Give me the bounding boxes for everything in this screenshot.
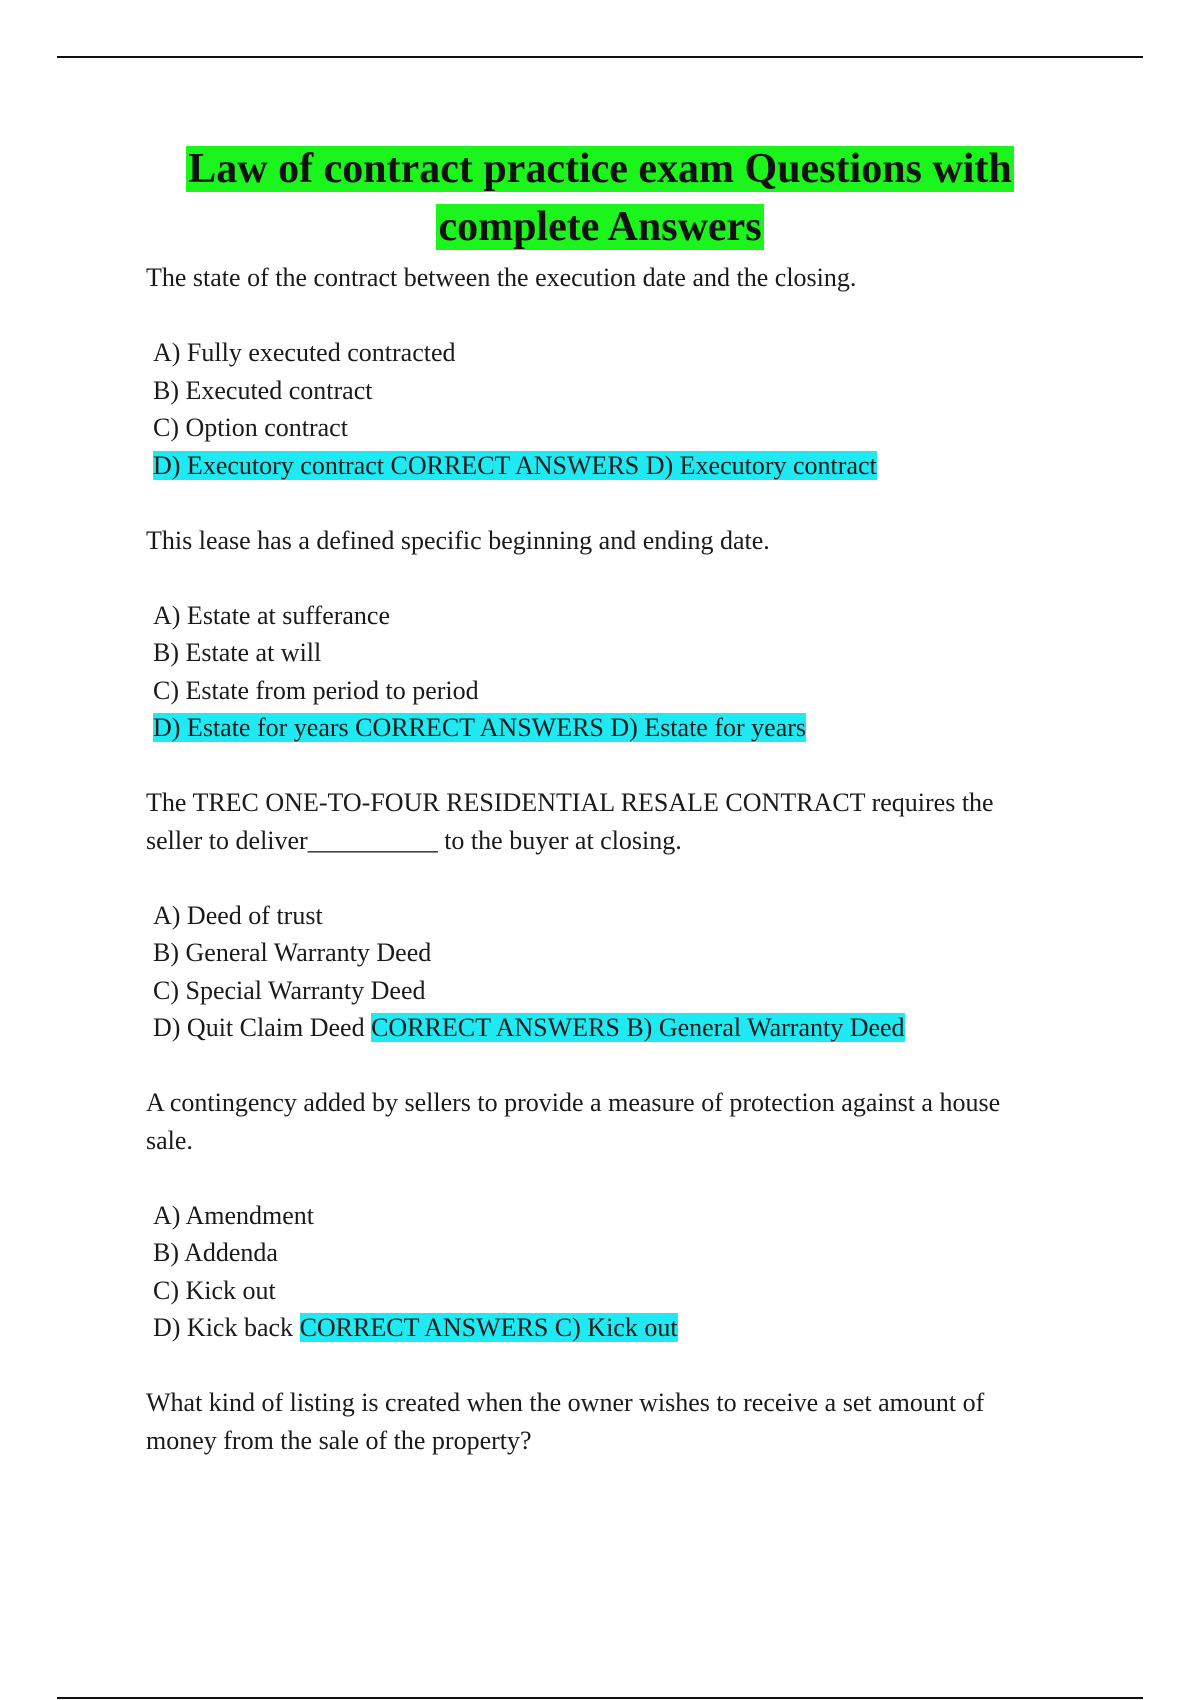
option-d-text: D) Kick back — [153, 1313, 300, 1342]
option-b: B) General Warranty Deed — [153, 938, 432, 967]
question-prompt-line-1: What kind of listing is created when the owner wishes to receive a set amount of — [146, 1388, 985, 1417]
question-prompt-line-2: seller to deliver__________ to the buyer at closing. — [146, 825, 682, 855]
correct-answer-highlight: CORRECT ANSWERS B) General Warranty Deed — [371, 1013, 905, 1042]
question-prompt-line-2: sale. — [146, 1125, 193, 1155]
correct-answer-highlight: CORRECT ANSWERS C) Kick out — [299, 1313, 678, 1342]
option-d-text: D) Quit Claim Deed — [153, 1013, 372, 1042]
footer-rule — [57, 1697, 1143, 1699]
title-line-1: Law of contract practice exam Questions with — [188, 146, 1012, 192]
option-a: A) Deed of trust — [153, 900, 323, 930]
option-a: A) Amendment — [153, 1200, 315, 1230]
option-c: C) Option contract — [153, 413, 348, 442]
question-prompt-line-2: money from the sale of the property? — [146, 1425, 532, 1455]
correct-answer-highlight: D) Executory contract CORRECT ANSWERS D) Executory contract — [153, 450, 877, 480]
option-b: B) Estate at will — [153, 638, 322, 667]
option-b: B) Addenda — [153, 1238, 278, 1267]
option-d — [146, 709, 1086, 747]
option-a: A) Fully executed contracted — [153, 338, 456, 367]
option-d — [146, 1009, 1086, 1047]
document-title — [100, 140, 1100, 256]
option-d — [146, 1309, 1086, 1347]
header-rule — [57, 56, 1143, 58]
option-c: C) Estate from period to period — [153, 675, 479, 705]
option-c: C) Special Warranty Deed — [153, 975, 426, 1005]
option-d — [146, 447, 1086, 485]
option-c: C) Kick out — [153, 1275, 276, 1305]
question-prompt-line-1: The TREC ONE-TO-FOUR RESIDENTIAL RESALE CONTRACT requires the — [146, 788, 994, 817]
option-b: B) Executed contract — [153, 375, 373, 405]
question-block-1 — [146, 259, 1086, 484]
question-prompt: The state of the contract between the execution date and the closing. — [146, 263, 857, 292]
question-block-3 — [146, 784, 1086, 1047]
question-block-2 — [146, 522, 1086, 747]
question-block-4 — [146, 1084, 1086, 1347]
correct-answer-highlight: D) Estate for years CORRECT ANSWERS D) Estate for years — [153, 713, 807, 742]
question-prompt-line-1: A contingency added by sellers to provide a measure of protection against a house — [146, 1088, 1001, 1117]
option-a: A) Estate at sufferance — [153, 600, 391, 630]
title-line-2: complete Answers — [438, 204, 762, 250]
questions-body — [146, 259, 1086, 1459]
question-prompt: This lease has a defined specific beginning and ending date. — [146, 525, 770, 555]
question-block-5 — [146, 1384, 1086, 1459]
